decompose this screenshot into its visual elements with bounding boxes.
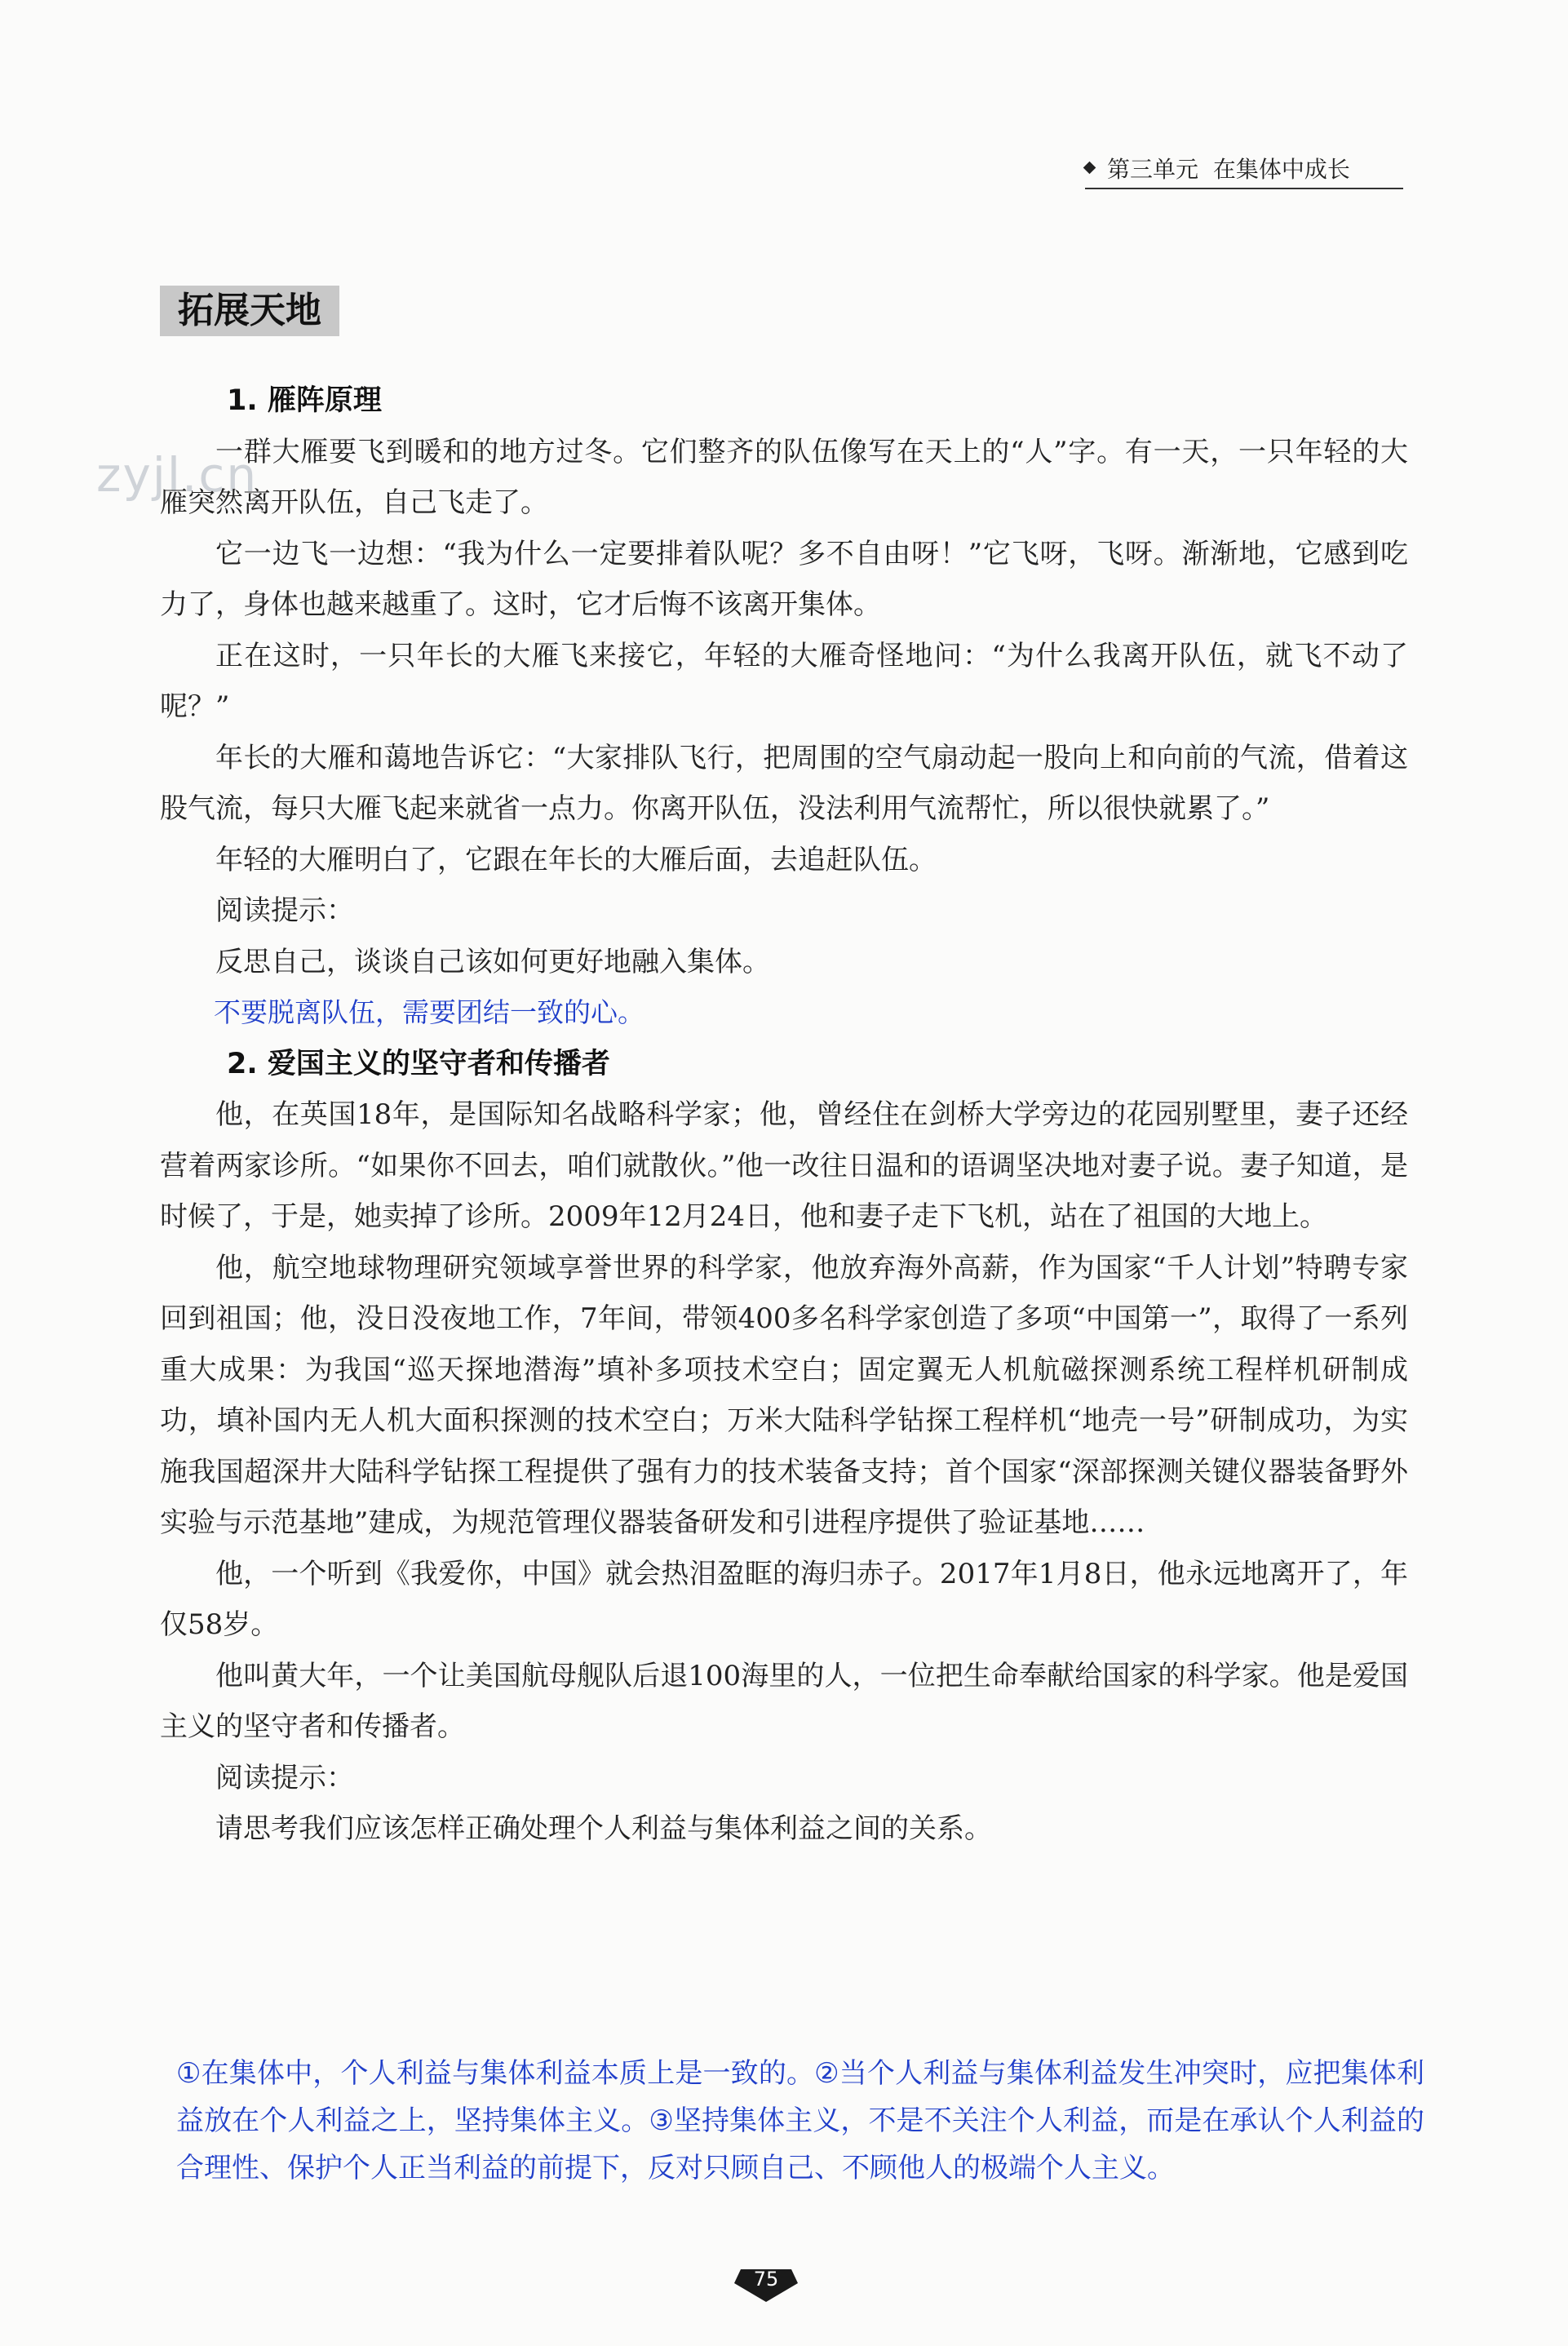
story1-paragraph: 正在这时，一只年长的大雁飞来接它，年轻的大雁奇怪地问：“为什么我离开队伍，就飞不动了呢？” bbox=[160, 639, 1408, 723]
story2-paragraph: 他，航空地球物理研究领域享誉世界的科学家，他放弃海外高薪，作为国家“千人计划”特聘专家回到祖国；他，没日没夜地工作，7年间，带领400多名科学家创造了多项“中国第一”，取得了一系列重大成果：为我国“巡天探地潜海”填补多项技术空白；固定翼无人机航磁探测系统工程样机研制成功，填补国内无人机大面积探测的技术空白；万米大陆科学钻探工程样机“地壳一号”研制成功，为实施我国超深井大陆科学钻探工程提供了强有力的技术装备支持；首个国家“深部探测关键仪器装备野外实验与示范基地”建成，为规范管理仪器装备研发和引进程序提供了验证基地…… bbox=[160, 1251, 1408, 1539]
story2-paragraph: 他叫黄大年，一个让美国航母舰队后退100海里的人，一位把生命奉献给国家的科学家。他是爱国主义的坚守者和传播者。 bbox=[160, 1659, 1408, 1743]
running-header bbox=[1085, 152, 1395, 184]
story2-answer: ①在集体中，个人利益与集体利益本质上是一致的。②当个人利益与集体利益发生冲突时，应把集体利益放在个人利益之上，坚持集体主义。③坚持集体主义，不是不关注个人利益，而是在承认个人利益的合理性、保护个人正当利益的前提下，反对只顾自己、不顾他人的极端个人主义。 bbox=[176, 2057, 1424, 2184]
story2-paragraph: 他，在英国18年，是国际知名战略科学家；他，曾经住在剑桥大学旁边的花园别墅里，妻子还经营着两家诊所。“如果你不回去，咱们就散伙。”他一改往日温和的语调坚决地对妻子说。妻子知道，是时候了，于是，她卖掉了诊所。2009年12月24日，他和妻子走下飞机，站在了祖国的大地上。 bbox=[160, 1098, 1408, 1233]
diamond-icon bbox=[1083, 161, 1096, 174]
header-rule bbox=[1085, 188, 1403, 189]
header-title: 在集体中成长 bbox=[1212, 156, 1350, 183]
story1-paragraph: 一群大雁要飞到暖和的地方过冬。它们整齐的队伍像写在天上的“人”字。有一天，一只年轻的大雁突然离开队伍，自己飞走了。 bbox=[160, 435, 1408, 519]
story1-paragraph: 年长的大雁和蔼地告诉它：“大家排队飞行，把周围的空气扇动起一股向上和向前的气流，借着这股气流，每只大雁飞起来就省一点力。你离开队伍，没法利用气流帮忙，所以很快就累了。” bbox=[160, 741, 1408, 825]
watermark: zyjl.cn bbox=[96, 447, 259, 503]
story1-hint-text: 反思自己，谈谈自己该如何更好地融入集体。 bbox=[215, 945, 770, 978]
story1-hint-label: 阅读提示： bbox=[215, 894, 354, 927]
story1-paragraph: 它一边飞一边想：“我为什么一定要排着队呢？多不自由呀！”它飞呀，飞呀。渐渐地，它感到吃力了，身体也越来越重了。这时，它才后悔不该离开集体。 bbox=[160, 537, 1408, 621]
story2-paragraph: 他，一个听到《我爱你，中国》就会热泪盈眶的海归赤子。2017年1月8日，他永远地离开了，年仅58岁。 bbox=[160, 1557, 1408, 1641]
story1-paragraph: 年轻的大雁明白了，它跟在年长的大雁后面，去追赶队伍。 bbox=[215, 843, 937, 876]
story2-heading: 2. 爱国主义的坚守者和传播者 bbox=[227, 1047, 610, 1080]
story1-answer: 不要脱离队伍，需要团结一致的心。 bbox=[214, 996, 644, 1028]
main-content bbox=[160, 375, 1408, 1855]
section-title: 拓展天地 bbox=[160, 286, 339, 336]
story2-hint-label: 阅读提示： bbox=[215, 1761, 354, 1794]
story1-heading: 1. 雁阵原理 bbox=[227, 384, 382, 417]
header-unit: 第三单元 bbox=[1107, 156, 1199, 183]
page-number: 75 bbox=[753, 2268, 779, 2291]
page-number-badge bbox=[734, 2264, 798, 2302]
story2-hint-text: 请思考我们应该怎样正确处理个人利益与集体利益之间的关系。 bbox=[215, 1812, 992, 1845]
